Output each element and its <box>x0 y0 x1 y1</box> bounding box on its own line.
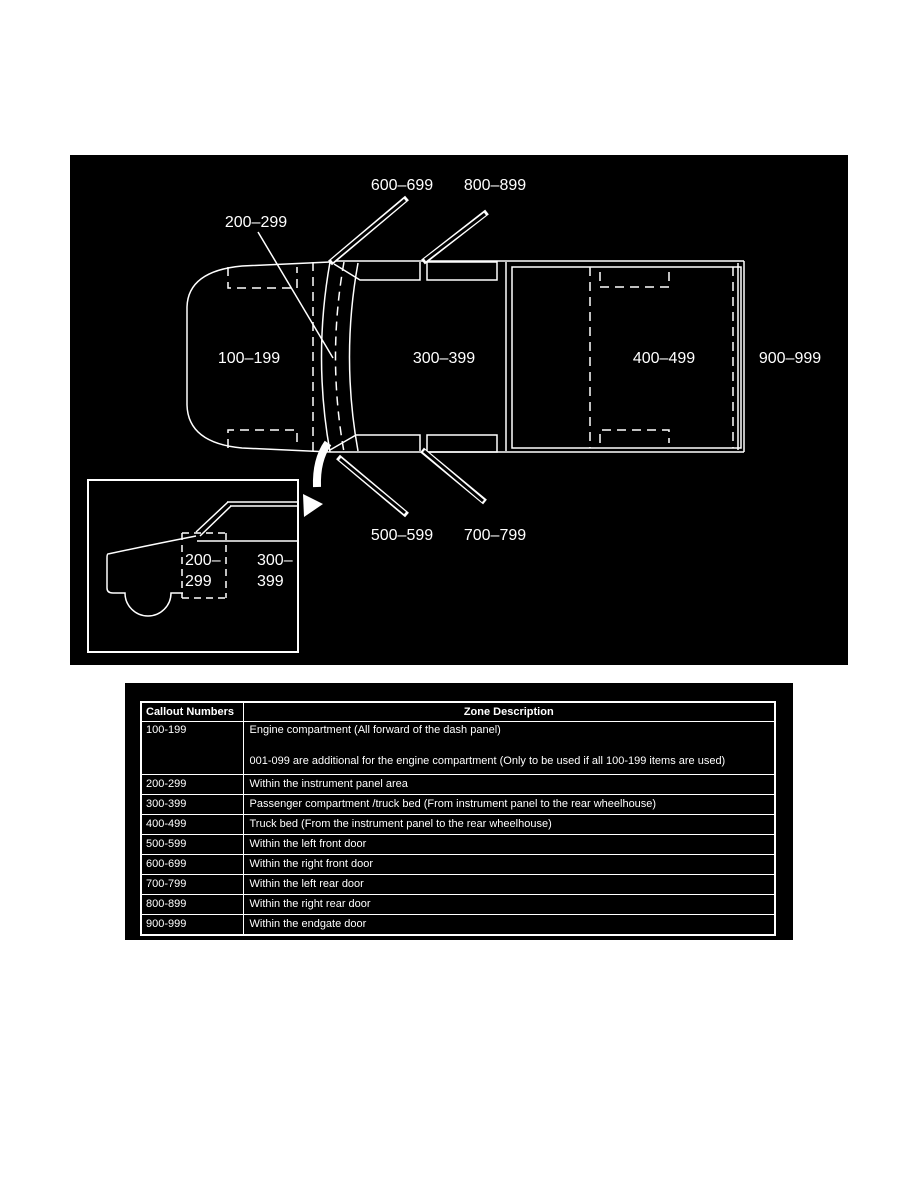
description-cell: Within the left front door <box>243 835 775 855</box>
table-row-200-299 <box>141 775 775 795</box>
callout-cell: 700-799 <box>141 875 243 895</box>
inset-label-299: 299 <box>185 573 212 590</box>
description-spacer <box>250 737 771 755</box>
zone-label-100-199: 100–199 <box>217 350 281 367</box>
description-cell <box>243 722 775 775</box>
table-row-400-499 <box>141 815 775 835</box>
description-cell: Within the left rear door <box>243 875 775 895</box>
callout-cell: 400-499 <box>141 815 243 835</box>
zone-label-500-599: 500–599 <box>370 527 434 544</box>
callout-cell: 800-899 <box>141 895 243 915</box>
table-row-800-899 <box>141 895 775 915</box>
door-flap-700-799-line <box>422 450 485 502</box>
zone-label-700-799: 700–799 <box>463 527 527 544</box>
table-row-900-999 <box>141 915 775 936</box>
leader-line-200-299 <box>258 232 333 358</box>
zone-label-800-899: 800–899 <box>463 177 527 194</box>
col-header-callout-numbers: Callout Numbers <box>141 702 243 722</box>
description-cell: Truck bed (From the instrument panel to the rear wheelhouse) <box>243 815 775 835</box>
description-line-2: 001-099 are additional for the engine compartment (Only to be used if all 100-199 items are used) <box>249 755 726 767</box>
zone-label-300-399: 300–399 <box>412 350 476 367</box>
table-row-100-199 <box>141 722 775 775</box>
callout-cell: 300-399 <box>141 795 243 815</box>
description-cell: Within the right rear door <box>243 895 775 915</box>
table-row-500-599 <box>141 835 775 855</box>
zone-label-900-999: 900–999 <box>758 350 822 367</box>
zone-description-table <box>140 701 776 936</box>
door-flap-600-699-line <box>330 198 407 263</box>
zone-labels <box>218 177 821 544</box>
inset-label-200: 200– <box>185 552 221 569</box>
inset-label-300: 300– <box>257 552 293 569</box>
callout-cell: 100-199 <box>141 722 243 775</box>
inset-pointer-arrow-icon <box>303 443 328 517</box>
table-row-600-699 <box>141 855 775 875</box>
inset-side-view <box>88 480 298 652</box>
windshield-lines <box>322 262 359 452</box>
door-flap-800-899-line <box>423 212 487 262</box>
callout-cell: 900-999 <box>141 915 243 936</box>
zone-label-600-699: 600–699 <box>370 177 434 194</box>
zone-table-panel <box>125 683 793 940</box>
bed-outline <box>512 267 741 448</box>
zone-diagram-panel <box>70 155 848 665</box>
description-cell: Within the endgate door <box>243 915 775 936</box>
table-row-700-799 <box>141 875 775 895</box>
door-flap-500-599-line <box>338 457 407 515</box>
inset-label-399: 399 <box>257 573 284 590</box>
col-header-zone-description: Zone Description <box>243 702 775 722</box>
description-cell: Within the instrument panel area <box>243 775 775 795</box>
table-row-300-399 <box>141 795 775 815</box>
description-cell: Passenger compartment /truck bed (From instrument panel to the rear wheelhouse) <box>243 795 775 815</box>
description-cell: Within the right front door <box>243 855 775 875</box>
table-header-row <box>141 702 775 722</box>
zone-label-200-299: 200–299 <box>224 214 288 231</box>
zone-label-400-499: 400–499 <box>632 350 696 367</box>
description-line-1: Engine compartment (All forward of the dash panel) <box>249 724 501 736</box>
truck-zone-diagram <box>70 155 848 665</box>
callout-cell: 500-599 <box>141 835 243 855</box>
callout-cell: 600-699 <box>141 855 243 875</box>
callout-cell: 200-299 <box>141 775 243 795</box>
